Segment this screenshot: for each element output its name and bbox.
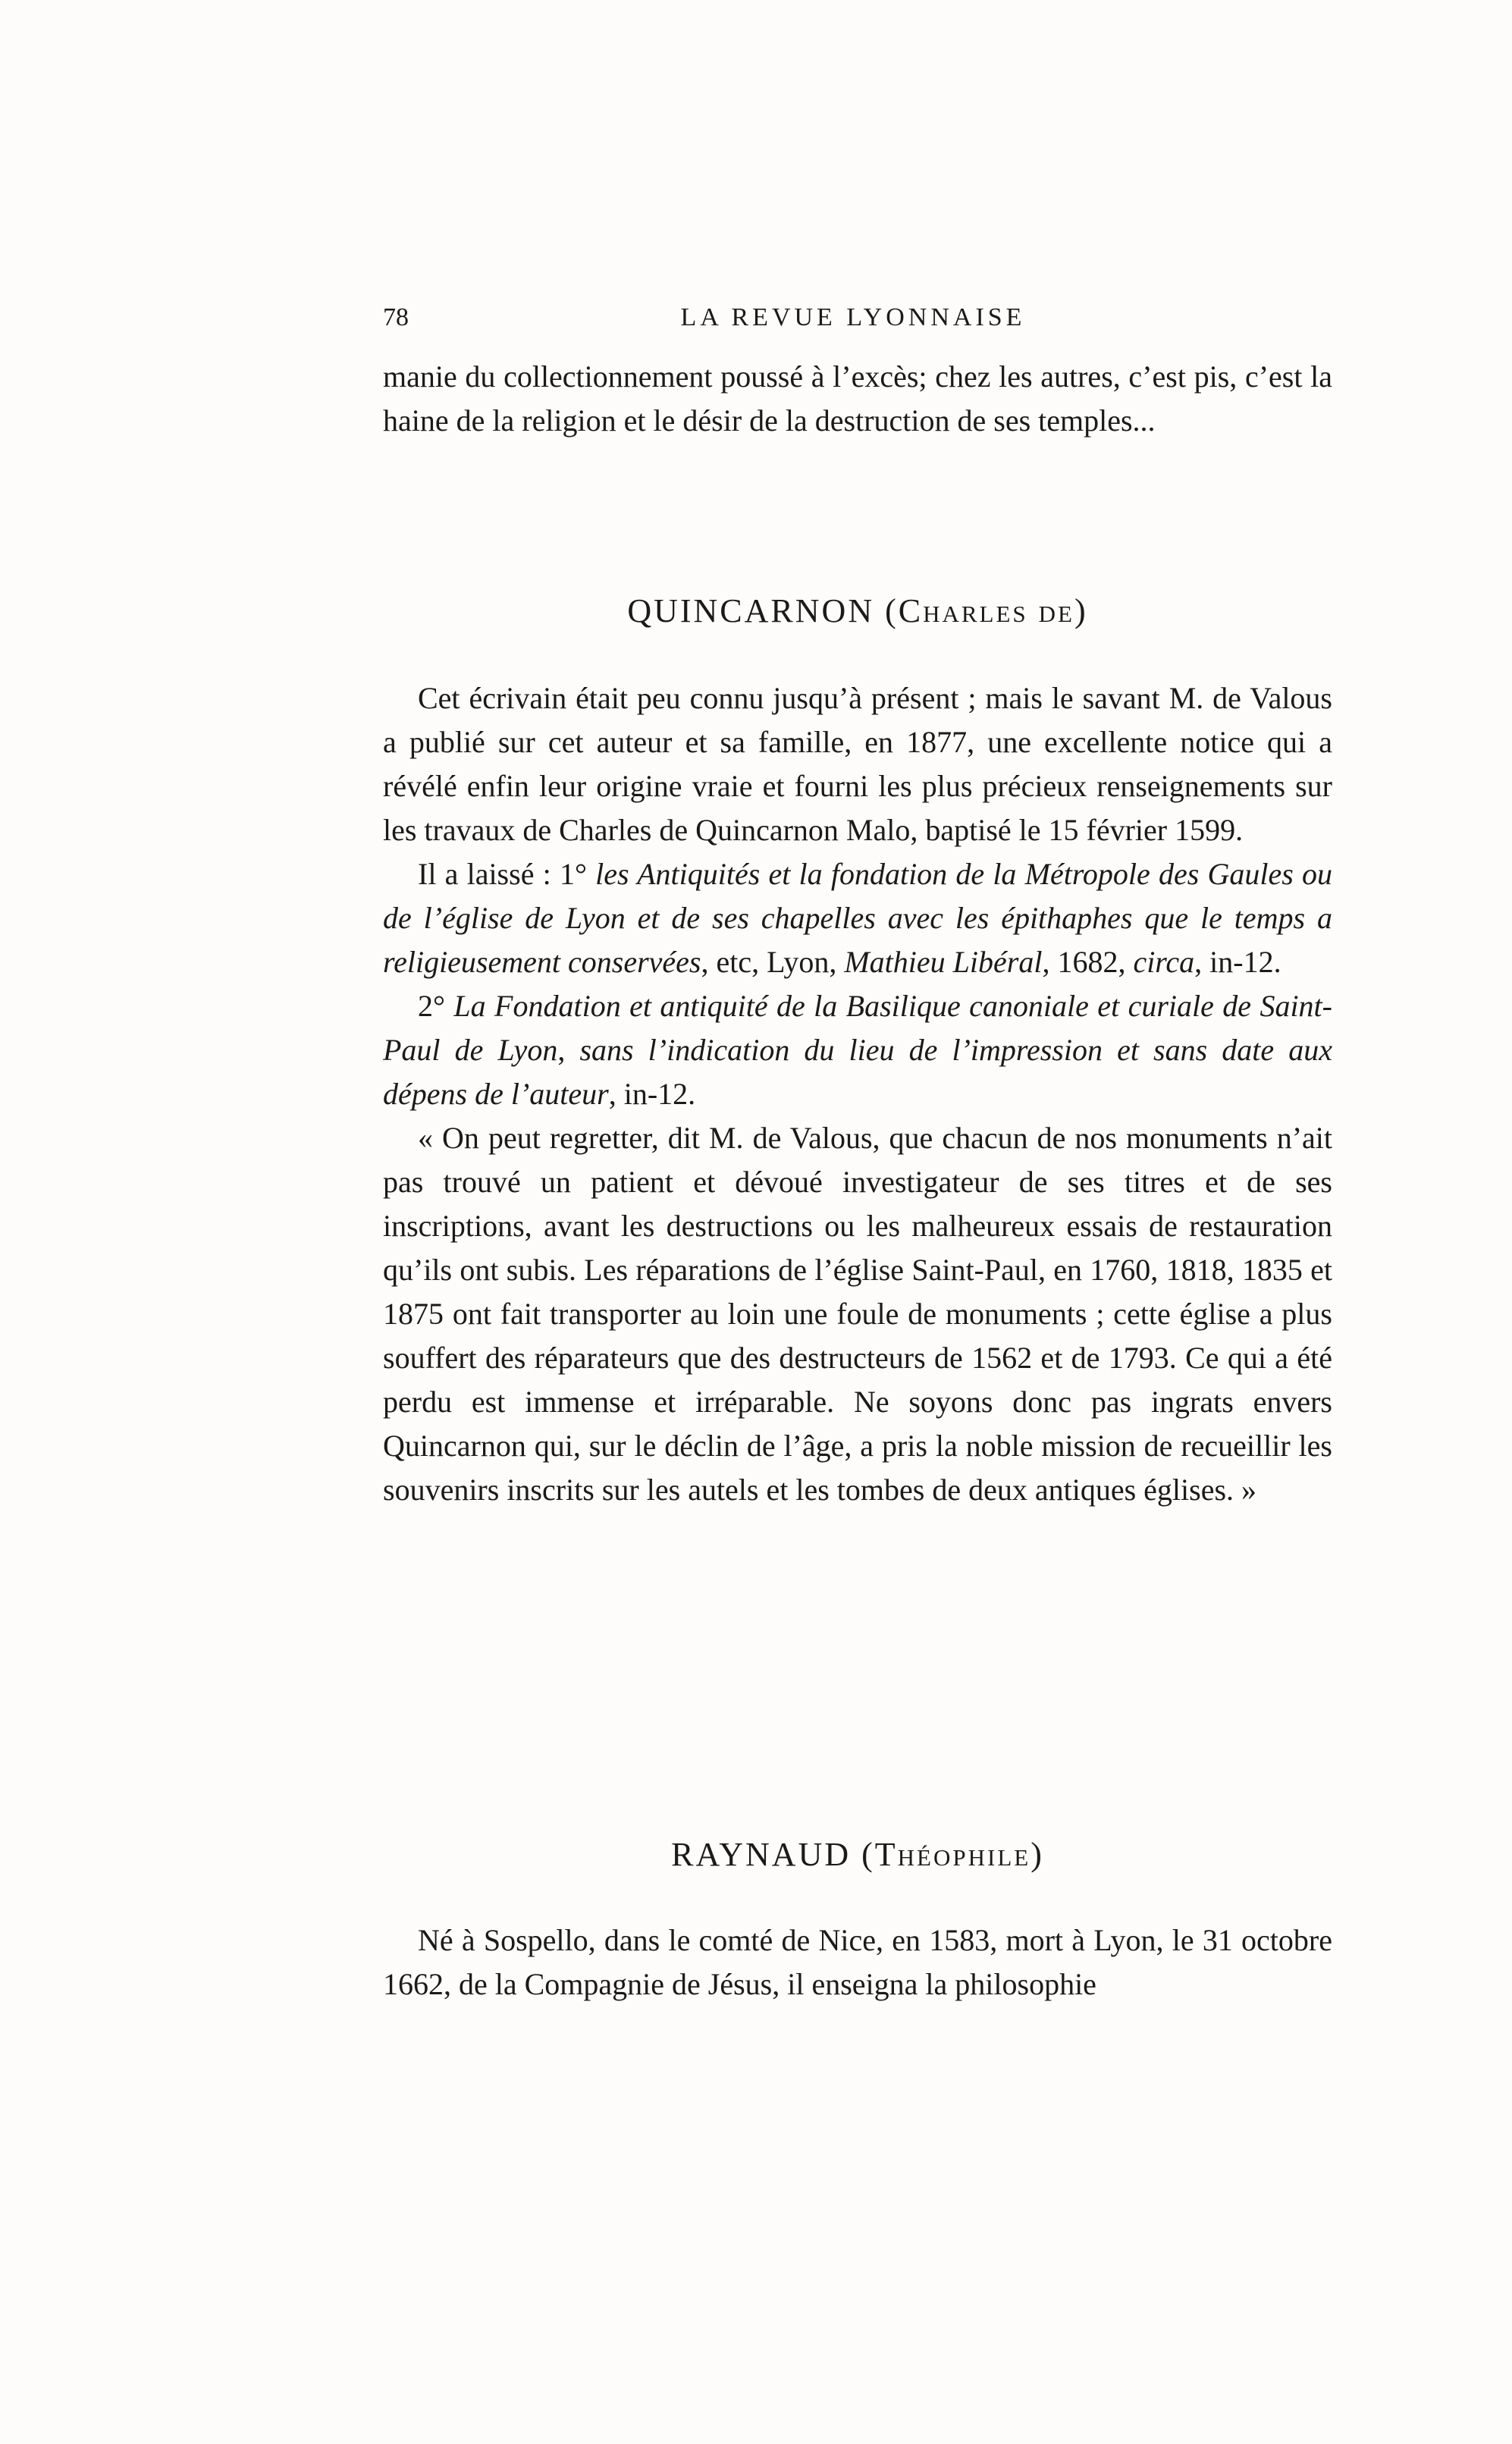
heading-name: QUINCARNON [627,592,875,629]
para2-circa: circa [1133,945,1195,979]
para3-title: La Fondation et antiquité de la Basilique canoniale et curiale de Saint-Paul de Lyon [383,989,1332,1067]
section-heading-quincarnon [383,591,1332,630]
para2-publisher: Mathieu Libéral [844,945,1043,979]
quincarnon-body [383,676,1332,1512]
section-heading-raynaud [383,1835,1332,1874]
running-head [383,303,1323,341]
paragraph-4-quote: « On peut regretter, dit M. de Valous, que chacun de nos monuments n’ait pas trouvé un patient et dévoué investigateur de ses titres et de ses inscriptions, avant les destructions ou les malheureux essais de restauration qu’ils ont subis. Les réparations de l’église Saint-Paul, en 1760, 1818, 1835 et 1875 ont fait transporter au loin une foule de monuments ; cette église a plus souffert des réparateurs que des destructeurs de 1562 et de 1793. Ce qui a été perdu est immense et irréparable. Ne soyons donc pas ingrats envers Quincarnon qui, sur le déclin de l’âge, a pris la noble mission de recueillir les souvenirs inscrits sur les autels et les tombes de deux antiques églises. » [383,1121,1332,1507]
page-number: 78 [383,303,409,331]
para2-mid: , etc, Lyon, [701,945,845,979]
para3-note: sans l’indication du lieu de l’impression et sans date aux dépens de l’auteur [383,1033,1333,1111]
intro-paragraph [383,355,1332,443]
raynaud-body [383,1918,1332,2006]
paragraph-1: Né à Sospello, dans le comté de Nice, en 1583, mort à Lyon, le 31 octobre 1662, de la Compagnie de Jésus, il enseigna la philosophie [383,1923,1332,2001]
intro-text: manie du collectionnement poussé à l’excès; chez les autres, c’est pis, c’est la haine de la religion et le désir de la destruction de ses temples... [383,359,1332,438]
para3-lead: 2° [418,989,454,1023]
para2-mid2: , 1682, [1042,945,1134,979]
heading-sub: (Théophile) [861,1836,1044,1873]
heading-sub: (Charles de) [885,592,1088,629]
paragraph-1: Cet écrivain était peu connu jusqu’à présent ; mais le savant M. de Valous a publié sur cet auteur et sa famille, en 1877, une excellente notice qui a révélé enfin leur origine vraie et fourni les plus précieux renseignements sur les travaux de Charles de Quincarnon Malo, baptisé le 15 février 1599. [383,681,1332,847]
para2-end: , in-12. [1194,945,1281,979]
para3-mid: , [557,1033,580,1067]
paragraph-2 [383,852,1332,984]
para2-title: les Antiquités et la fondation de la Métropole des Gaules ou de l’église de Lyon et de ses chapelles avec les épithaphes que le temps a religieusement conservées [383,857,1332,979]
para3-end: , in-12. [608,1077,696,1111]
heading-name: RAYNAUD [671,1836,852,1873]
running-title: LA REVUE LYONNAISE [680,303,1026,331]
paragraph-3 [383,984,1332,1116]
para2-lead: Il a laissé : 1° [418,857,596,891]
